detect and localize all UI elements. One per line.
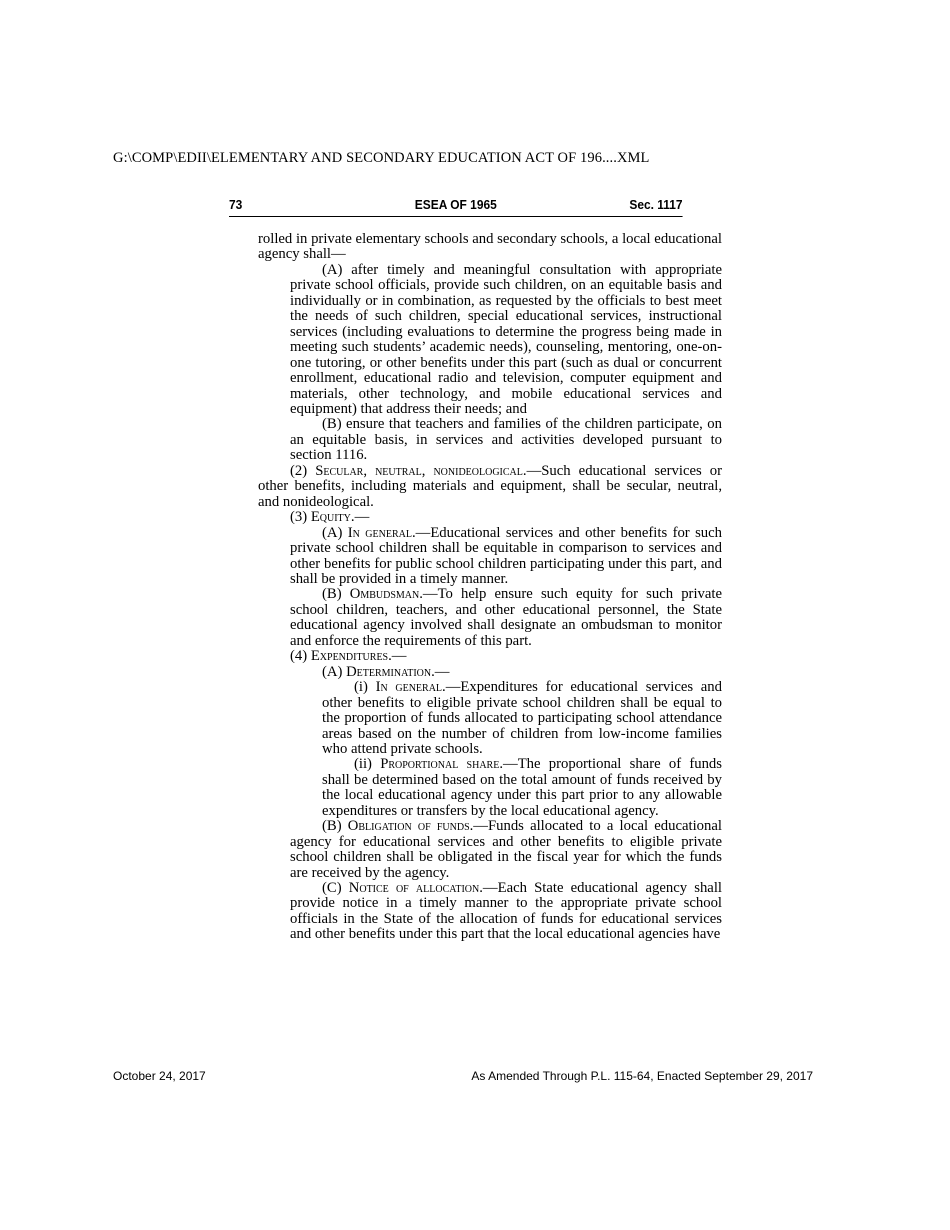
statute-body: [258, 232, 722, 943]
para-text: —Each State educational agency shall provide notice in a timely manner to the appropriate private school officials in the State of the allocation of funds for educational services and other benefits under this part that the local educational agencies have: [290, 880, 722, 943]
paragraph-4B: [258, 819, 722, 881]
para-heading: Expenditures.: [310, 648, 392, 665]
para-heading: Secular, neutral, nonideological.: [315, 462, 527, 479]
paragraph-3A: [258, 526, 722, 588]
paragraph-4: [258, 649, 722, 664]
paragraph-4A: [258, 665, 722, 680]
paragraph-4Ai: [258, 680, 722, 757]
para-text: —The proportional share of funds shall be determined based on the total amount of funds received by the local educational agency under this part prior to any allowable expenditures or transfers by the local educational agency.: [322, 756, 722, 819]
header-title: ESEA OF 1965: [414, 197, 497, 212]
para-text: —Such educational services or other benefits, including materials and equipment, shall be secular, neutral, and nonideological.: [258, 462, 722, 510]
para-text: —Funds allocated to a local educational agency for educational services and other benefits to eligible private school children shall be obligated in the fiscal year for which the funds are received by the agency.: [290, 818, 722, 881]
paragraph-4Aii: [258, 757, 722, 819]
paragraph-4C: [258, 881, 722, 943]
para-heading: Notice of allocation.: [348, 880, 483, 897]
para-heading: Proportional share.: [380, 756, 504, 773]
para-text: —: [434, 663, 450, 680]
para-number: (i): [354, 679, 376, 696]
para-number: (B): [322, 818, 348, 835]
paragraph-3: [258, 510, 722, 525]
para-text: —To help ensure such equity for such private school children, teachers, and other educational personnel, the State educational agency involved shall designate an ombudsman to monitor and enforce the requirements of this part.: [290, 586, 722, 649]
para-text: —: [391, 648, 407, 665]
para-heading: In general.: [375, 679, 446, 696]
para-heading: Obligation of funds.: [347, 818, 474, 835]
para-number: (3): [290, 509, 311, 526]
para-number: (A): [322, 524, 348, 541]
footer-date: October 24, 2017: [113, 1069, 206, 1083]
para-text: —Educational services and other benefits for such private school children shall be equitable in comparison to services and other benefits for public school children participating under this part, and shall be provided in a timely manner.: [290, 524, 722, 587]
header-page-number: 73: [229, 197, 243, 212]
para-heading: Determination.: [346, 663, 435, 680]
para-number: (B): [322, 586, 350, 603]
para-heading: Equity.: [310, 509, 355, 526]
para-heading: Ombudsman.: [349, 586, 423, 603]
header-section: Sec. 1117: [629, 197, 683, 212]
paragraph-3B: [258, 587, 722, 649]
para-text: —: [354, 509, 370, 526]
para-number: (ii): [354, 756, 381, 773]
paragraph-intro: rolled in private elementary schools and secondary schools, a local educational agency shall—: [258, 231, 722, 263]
para-number: (2): [290, 462, 316, 479]
para-heading: In general.: [347, 524, 416, 541]
para-number: (4): [290, 648, 311, 665]
running-header: [229, 197, 683, 217]
para-number: (A): [322, 663, 347, 680]
para-number: (C): [322, 880, 349, 897]
footer-amendment-note: As Amended Through P.L. 115-64, Enacted September 29, 2017: [471, 1069, 813, 1083]
file-path: G:\COMP\EDII\ELEMENTARY AND SECONDARY EDUCATION ACT OF 196....XML: [113, 150, 650, 166]
paragraph-1A: (A) after timely and meaningful consultation with appropriate private school officials, provide such children, on an equitable basis and individually or in combination, as requested by the officials to best meet the needs of such children, special educational services, instructional services (including evaluations to determine the progress being made in meeting such students’ academic needs), counseling, mentoring, one-on-one tutoring, or other benefits under this part (such as dual or concurrent enrollment, educational radio and television, computer equipment and materials, other technology, and mobile educational services and equipment) that address their needs; and: [290, 261, 722, 417]
para-text: —Expenditures for educational services and other benefits to eligible private school children shall be equal to the proportion of funds allocated to participating school attendance areas based on the number of children from low-income families who attend private schools.: [322, 679, 722, 757]
paragraph-1B: (B) ensure that teachers and families of the children participate, on an equitable basis, in services and activities developed pursuant to section 1116.: [290, 416, 722, 464]
paragraph-2: [258, 464, 722, 510]
